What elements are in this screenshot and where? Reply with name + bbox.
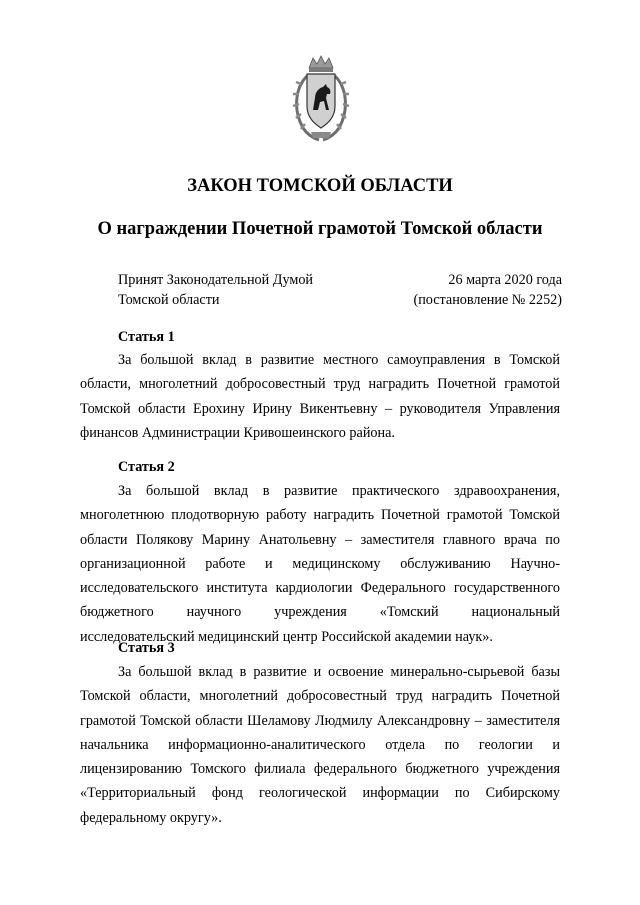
article-text-2: За большой вклад в развитие практического здравоохранения, многолетнюю плодотворную работу наградить Почетной грамотой Томской области Полякову Марину Анатольевну – заместителя главного врача по организационной работе и медицинскому обслуживанию Научно-исследовательского института кардиологии Федерального государственного бюджетного научного учреждения «Томский национальный исследовательский медицинский центр Российской академии наук». bbox=[80, 483, 560, 645]
law-subtitle: О награждении Почетной грамотой Томской области bbox=[97, 219, 543, 239]
adoption-date bbox=[413, 270, 562, 310]
adoption-date-line: 26 марта 2020 года bbox=[448, 272, 562, 288]
article-heading-3: Статья 3 bbox=[118, 640, 175, 656]
resolution-number: (постановление № 2252) bbox=[413, 292, 562, 308]
article-heading-1: Статья 1 bbox=[118, 329, 175, 345]
article-text-1: За большой вклад в развитие местного самоуправления в Томской области, многолетний добросовестный труд наградить Почетной грамотой Томской области Ерохину Ирину Викентьевну – руководителя Управления финансов Администрации Кривошеинского района. bbox=[80, 352, 560, 441]
law-title: ЗАКОН ТОМСКОЙ ОБЛАСТИ bbox=[187, 176, 453, 196]
article-heading-2: Статья 2 bbox=[118, 459, 175, 475]
coat-of-arms-icon bbox=[289, 54, 353, 142]
article-text-3: За большой вклад в развитие и освоение минерально-сырьевой базы Томской области, многолетний добросовестный труд наградить Почетной грамотой Томской области Шеламову Людмилу Александровну – заместителя начальника информационно-аналитического отдела по геологии и лицензированию Томского филиала федерального бюджетного учреждения «Территориальный фонд геологической информации по Сибирскому федеральному округу». bbox=[80, 664, 560, 826]
adoption-authority bbox=[118, 270, 313, 310]
adoption-authority-line: Принят Законодательной Думой bbox=[118, 272, 314, 288]
adoption-authority-line: Томской области bbox=[118, 292, 220, 308]
